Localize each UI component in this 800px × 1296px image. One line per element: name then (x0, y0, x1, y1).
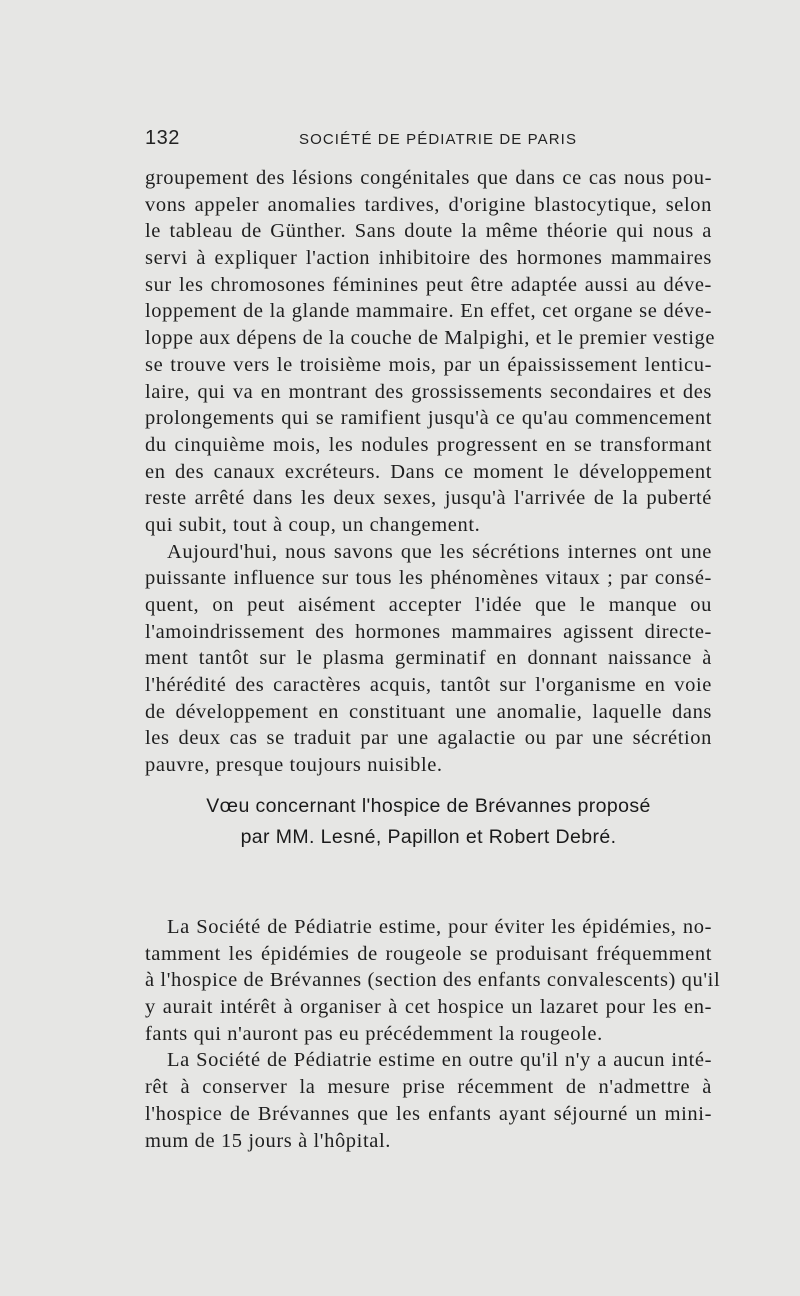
text-line: Aujourd'hui, nous savons que les sécrétions internes ont une (167, 540, 712, 563)
section-heading (145, 791, 712, 853)
text-line: loppement de la glande mammaire. En effet, cet organe se déve- (145, 300, 712, 323)
body-text-lower (145, 914, 721, 1154)
text-line: groupement des lésions congénitales que dans ce cas nous pou- (145, 167, 712, 189)
text-line: La Société de Pédiatrie estime, pour éviter les épidémies, no- (167, 916, 712, 938)
text-line: mum de 15 jours à l'hôpital. (145, 1129, 391, 1152)
text-line: ment tantôt sur le plasma germinatif en donnant naissance à (145, 647, 712, 670)
text-line: sur les chromosones féminines peut être adaptée aussi au déve- (145, 273, 712, 296)
text-line: loppe aux dépens de la couche de Malpighi, et le premier vestige (145, 327, 716, 350)
text-line: le tableau de Günther. Sans doute la même théorie qui nous a (145, 220, 712, 243)
text-line: à l'hospice de Brévannes (section des enfants convalescents) qu'il (145, 969, 721, 992)
text-line: reste arrêté dans les deux sexes, jusqu'à l'arrivée de la puberté (145, 487, 712, 510)
text-line: se trouve vers le troisième mois, par un épaississement lenticu- (145, 353, 712, 376)
text-line: vons appeler anomalies tardives, d'origine blastocytique, selon (145, 193, 712, 216)
text-line: La Société de Pédiatrie estime en outre qu'il n'y a aucun inté- (167, 1049, 712, 1072)
text-line: prolongements qui se ramifient jusqu'à ce qu'au commencement (145, 407, 712, 430)
text-line: servi à expliquer l'action inhibitoire des hormones mammaires (145, 247, 712, 270)
text-line: puissante influence sur tous les phénomènes vitaux ; par consé- (145, 567, 712, 590)
text-line: l'hospice de Brévannes que les enfants ayant séjourné un mini- (145, 1102, 712, 1125)
section-heading-line-1: Vœu concernant l'hospice de Brévannes proposé (206, 795, 651, 817)
text-line: y aurait intérêt à organiser à cet hospice un lazaret pour les en- (145, 996, 712, 1019)
text-line: de développement en constituant une anomalie, laquelle dans (145, 700, 712, 723)
page-number: 132 (145, 127, 180, 149)
text-line: les deux cas se traduit par une agalactie ou par une sécrétion (145, 727, 712, 750)
running-head: SOCIÉTÉ DE PÉDIATRIE DE PARIS (299, 131, 578, 148)
text-line: rêt à conserver la mesure prise récemment de n'admettre à (145, 1076, 712, 1099)
text-line: fants qui n'auront pas eu précédemment la rougeole. (145, 1022, 603, 1045)
text-line: tamment les épidémies de rougeole se produisant fréquemment (145, 942, 712, 965)
section-heading-line-2: par MM. Lesné, Papillon et Robert Debré. (240, 826, 617, 848)
body-text-upper (145, 165, 716, 779)
text-line: laire, qui va en montrant des grossissements secondaires et des (145, 380, 712, 403)
text-line: pauvre, presque toujours nuisible. (145, 754, 443, 777)
text-line: l'amoindrissement des hormones mammaires agissent directe- (145, 620, 712, 643)
text-line: quent, on peut aisément accepter l'idée que le manque ou (145, 594, 712, 616)
text-line: l'hérédité des caractères acquis, tantôt sur l'organisme en voie (145, 674, 712, 697)
text-line: en des canaux excréteurs. Dans ce moment le développement (145, 460, 712, 483)
text-line: qui subit, tout à coup, un changement. (145, 513, 481, 536)
page-header (145, 127, 710, 151)
text-line: du cinquième mois, les nodules progressent en se transformant (145, 433, 712, 456)
